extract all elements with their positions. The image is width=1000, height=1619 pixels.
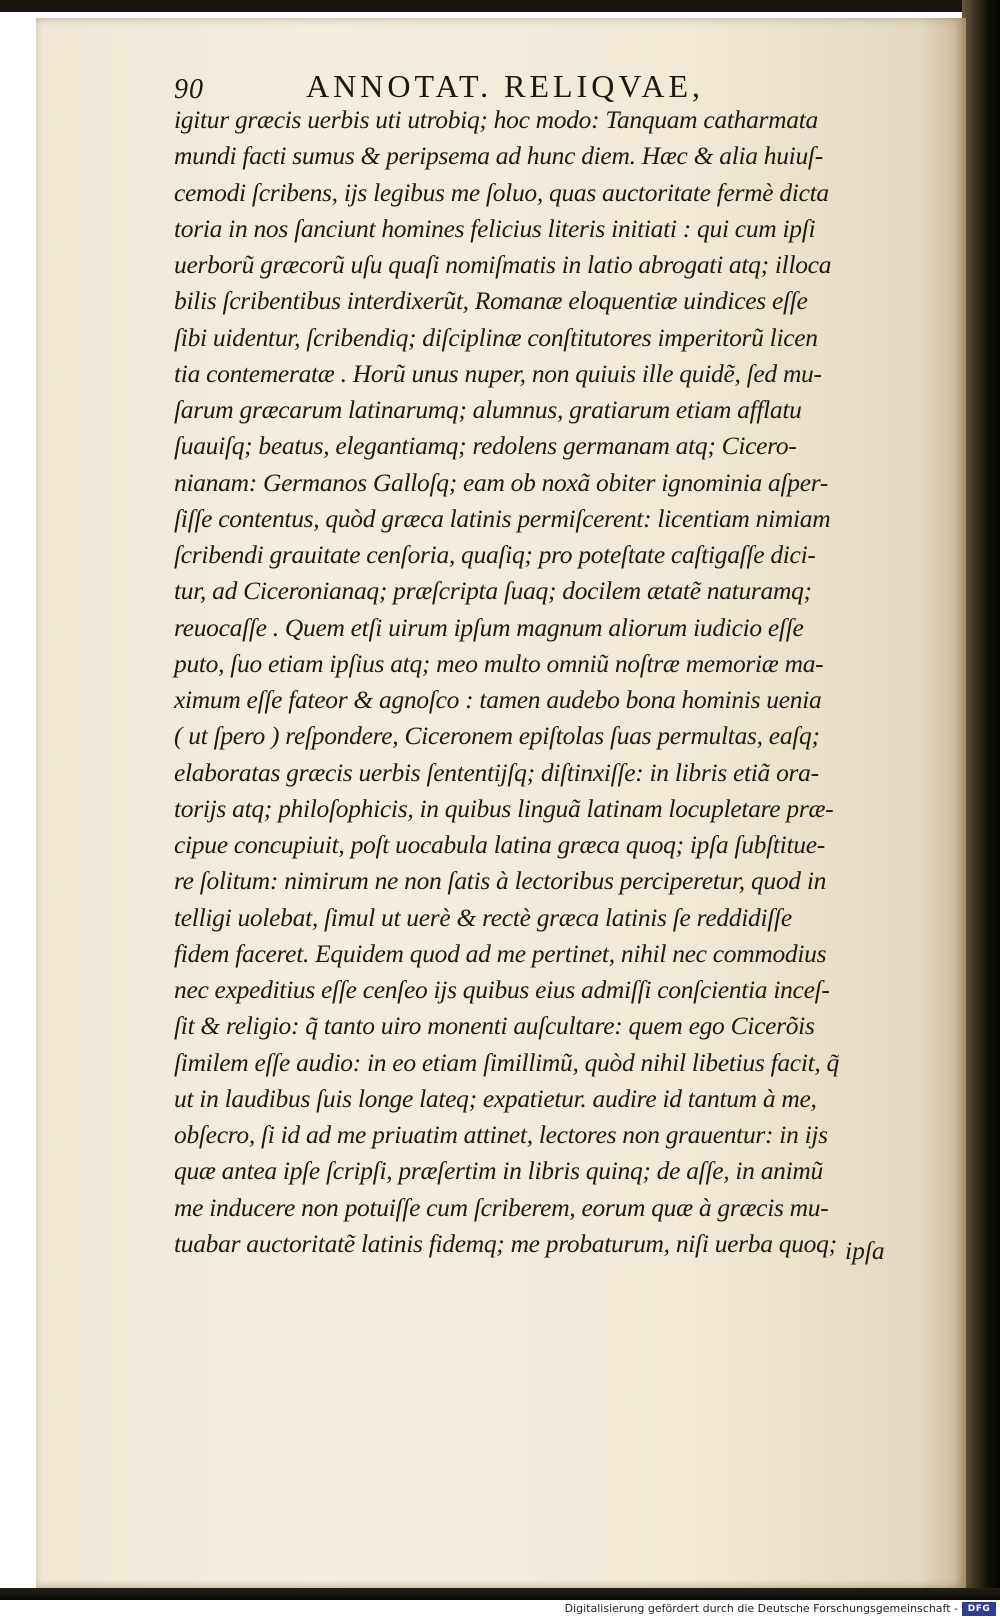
text-line: ( ut ſpero ) reſpondere, Ciceronem epiſtolas ſuas permultas, eaſq; <box>174 721 820 751</box>
text-line: obſecro, ſi id ad me priuatim attinet, lectores non grauentur: in ijs <box>174 1120 828 1149</box>
text-line: cipue concupiuit, poſt uocabula latina græca quoq; ipſa ſubſtitue- <box>174 830 825 859</box>
text-line: ximum eſſe fateor & agnoſco : tamen audebo bona hominis uenia <box>174 685 822 714</box>
scan-border-right <box>962 0 1000 1600</box>
text-line: nec expeditius eſſe cenſeo ijs quibus eius admiſſi conſcientia inceſ- <box>174 975 830 1004</box>
text-line: ſiſſe contentus, quòd græca latinis permiſcerent: licentiam nimiam <box>174 503 831 533</box>
text-line: cemodi ſcribens, ijs legibus me ſoluo, quas auctoritate fermè dicta <box>174 177 829 207</box>
text-line: fidem faceret. Equidem quod ad me pertinet, nihil nec commodius <box>174 938 827 968</box>
text-line: torijs atq; philoſophicis, in quibus linguã latinam locupletare præ- <box>174 793 834 823</box>
dfg-logo: DFG <box>962 1602 996 1616</box>
text-line: telligi uolebat, ſimul ut uerè & rectè græca latinis ſe reddidiſſe <box>174 902 792 932</box>
text-line: reuocaſſe . Quem etſi uirum ipſum magnum aliorum iudicio eſſe <box>174 612 804 642</box>
page-number: 90 <box>174 74 204 105</box>
text-line: toria in nos ſanciunt homines felicius literis initiati : qui cum ipſi <box>174 213 816 243</box>
text-line: quæ antea ipſe ſcripſi, præſertim in libris quinq; de aſſe, in animũ <box>174 1156 823 1186</box>
footer-credit-text: Digitalisierung gefördert durch die Deutsche Forschungsgemeinschaft - <box>564 1602 958 1615</box>
text-line: uerborũ græcorũ uſu quaſi nomiſmatis in latio abrogati atq; illoca <box>174 250 832 279</box>
text-line: tuabar auctoritatẽ latinis fidemq; me probaturum, niſi uerba quoq; <box>174 1228 837 1258</box>
text-line: tur, ad Ciceronianaq; præſcripta ſuaq; docilem ætatẽ naturamq; <box>174 576 812 606</box>
text-line: ſibi uidentur, ſcribendiq; diſciplinæ conſtitutores imperitorũ licen <box>174 322 818 352</box>
text-line: ut in laudibus ſuis longe lateq; expatietur. audire id tantum à me, <box>174 1083 817 1113</box>
text-line: elaboratas græcis uerbis ſententijſq; diſtinxiſſe: in libris etiã ora- <box>174 757 819 787</box>
body-text <box>174 102 894 1262</box>
text-line: tia contemeratæ . Horũ unus nuper, non quiuis ille quidẽ, ſed mu- <box>174 358 822 388</box>
text-line: re ſolitum: nimirum ne non ſatis à lectoribus perciperetur, quod in <box>174 866 827 896</box>
text-line: mundi facti sumus & peripsema ad hunc diem. Hæc & alia huiuſ- <box>174 141 823 171</box>
text-line: me inducere non potuiſſe cum ſcriberem, eorum quæ à græcis mu- <box>174 1192 829 1222</box>
text-line: ſuauiſq; beatus, elegantiamq; redolens germanam atq; Cicero- <box>174 431 797 461</box>
text-line: puto, ſuo etiam ipſius atq; meo multo omniũ noſtræ memoriæ ma- <box>174 648 824 678</box>
scan-border-top <box>0 0 1000 12</box>
scan-border-bottom <box>0 1588 1000 1600</box>
text-line: igitur græcis uerbis uti utrobiq; hoc modo: Tanquam catharmata <box>174 105 818 134</box>
footer-credit-bar <box>0 1600 1000 1619</box>
text-line: ſcribendi grauitate cenſoria, quaſiq; pro poteſtate caſtigaſſe dici- <box>174 540 816 569</box>
text-line: ſimilem eſſe audio: in eo etiam ſimillimũ, quòd nihil libetius facit, q̃ <box>174 1047 839 1077</box>
text-line: ſit & religio: q̃ tanto uiro monenti auſcultare: quem ego Cicerõis <box>174 1011 815 1041</box>
catchword: ipſa <box>845 1236 885 1265</box>
text-line: nianam: Germanos Galloſq; eam ob noxã obiter ignominia aſper- <box>174 467 829 497</box>
running-head-title: ANNOTAT. RELIQVAE, <box>306 68 704 104</box>
text-line: ſarum græcarum latinarumq; alumnus, gratiarum etiam afflatu <box>174 395 802 424</box>
text-line: bilis ſcribentibus interdixerũt, Romanæ eloquentiæ uindices eſſe <box>174 286 808 316</box>
